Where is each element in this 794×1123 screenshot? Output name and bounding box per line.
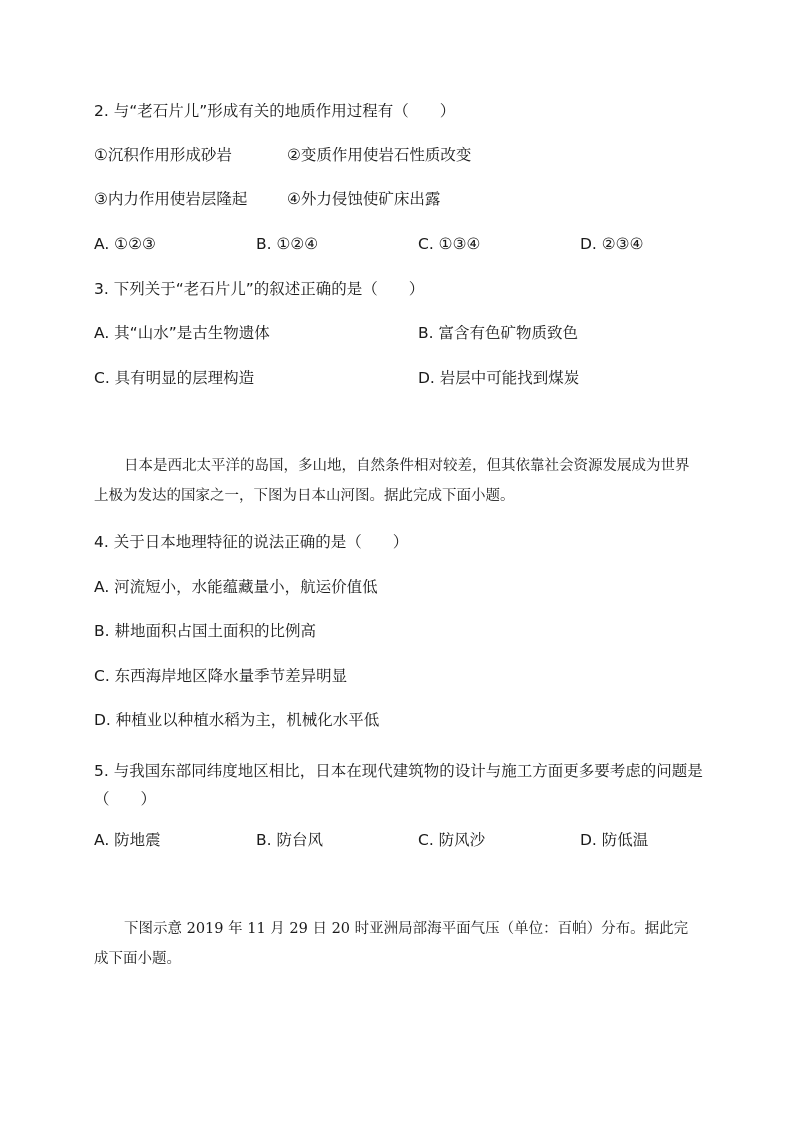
answer-option: D. 岩层中可能找到煤炭 — [418, 369, 580, 387]
statement-item: ③内力作用使岩层隆起 — [94, 190, 248, 208]
answer-option: A. 防地震 — [94, 831, 161, 849]
statement-item: ①沉积作用形成砂岩 — [94, 146, 232, 164]
answer-option: B. ①②④ — [256, 235, 319, 253]
question-stem: 5. 与我国东部同纬度地区相比，日本在现代建筑物的设计与施工方面更多要考虑的问题是（ ） — [94, 762, 703, 808]
answer-option: B. 耕地面积占国土面积的比例高 — [94, 622, 316, 640]
statement-item: ②变质作用使岩石性质改变 — [287, 146, 472, 164]
question-stem: 3. 下列关于“老石片儿”的叙述正确的是（ ） — [94, 280, 425, 298]
reading-passage: 日本是西北太平洋的岛国，多山地，自然条件相对较差，但其依靠社会资源发展成为世界上极为发达的国家之一，下图为日本山河图。据此完成下面小题。 — [94, 458, 690, 504]
answer-option: A. ①②③ — [94, 235, 156, 253]
answer-option: C. 东西海岸地区降水量季节差异明显 — [94, 667, 348, 685]
answer-option: C. 具有明显的层理构造 — [94, 369, 255, 387]
answer-option: A. 河流短小，水能蕴藏量小，航运价值低 — [94, 578, 378, 596]
answer-option: A. 其“山水”是古生物遗体 — [94, 324, 270, 342]
question-stem: 2. 与“老石片儿”形成有关的地质作用过程有（ ） — [94, 102, 456, 120]
answer-option: D. 防低温 — [580, 831, 649, 849]
answer-option: B. 防台风 — [256, 831, 323, 849]
answer-option: C. 防风沙 — [418, 831, 486, 849]
answer-option: B. 富含有色矿物质致色 — [418, 324, 578, 342]
reading-passage: 下图示意 2019 年 11 月 29 日 20 时亚洲局部海平面气压（单位：百帕）分布。据此完成下面小题。 — [94, 921, 689, 967]
question-stem: 4. 关于日本地理特征的说法正确的是（ ） — [94, 533, 409, 551]
answer-option: C. ①③④ — [418, 235, 481, 253]
answer-option: D. ②③④ — [580, 235, 644, 253]
answer-option: D. 种植业以种植水稻为主，机械化水平低 — [94, 711, 380, 729]
statement-item: ④外力侵蚀使矿床出露 — [287, 190, 441, 208]
